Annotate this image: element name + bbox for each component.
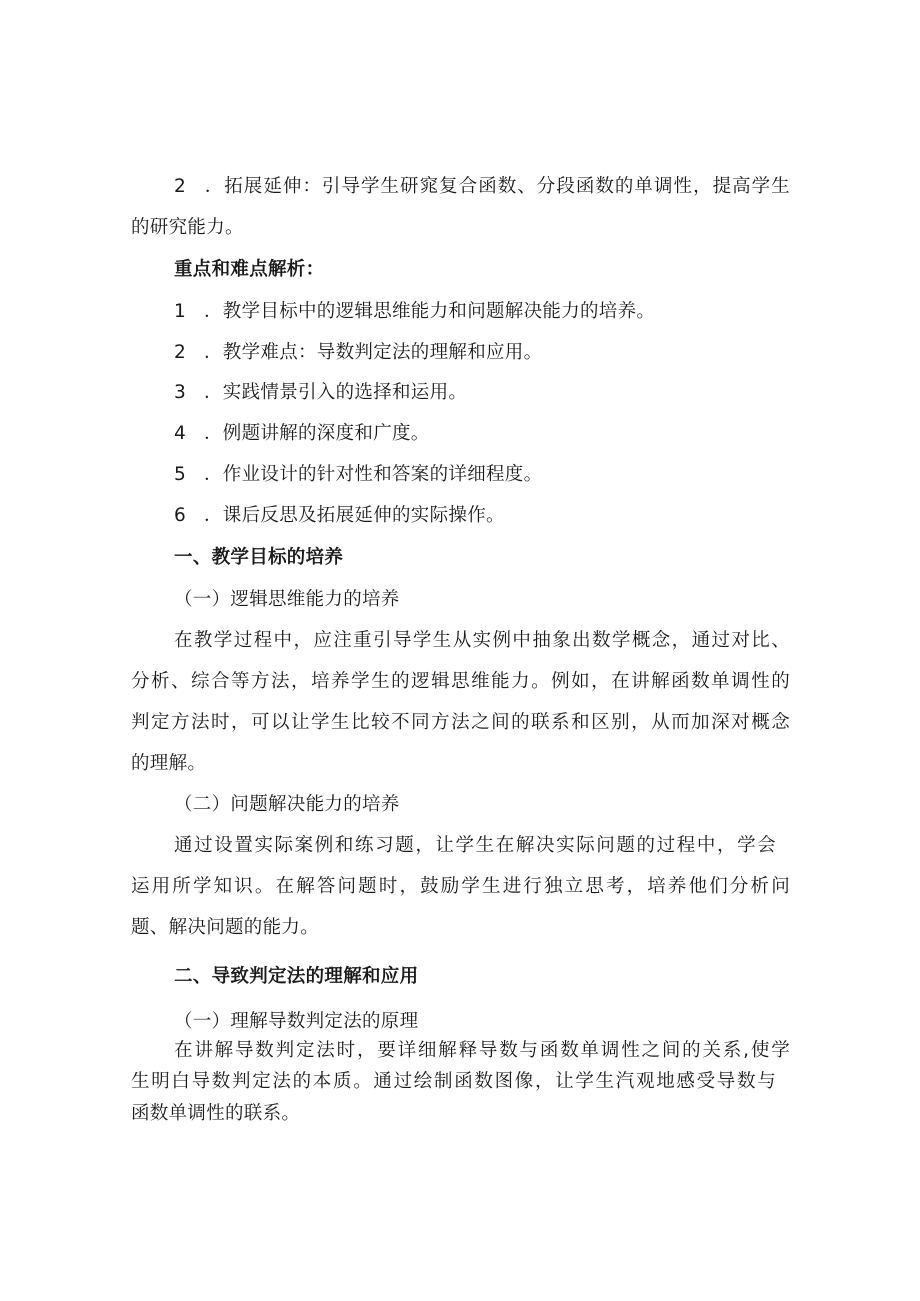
list-item <box>174 503 920 529</box>
paragraph-line: 分析、综合等方法，培养学生的逻辑思维能力。例如，在讲解函数单调性的 <box>131 671 790 692</box>
section-1-heading: 一、教学目标的培养 <box>174 547 344 568</box>
item-text: ．例题讲解的深度和广度。 <box>204 423 430 444</box>
section-2-sub-1-heading: （一）理解导数判定法的原理 <box>174 1011 419 1032</box>
item-number: 2 <box>174 342 187 363</box>
paragraph-line: 判定方法时，可以让学生比较不同方法之间的联系和区别，从而加深对概念 <box>131 712 790 733</box>
item-text: ．课后反思及拓展延伸的实际操作。 <box>204 505 505 526</box>
list-item <box>174 462 920 488</box>
section-2-heading: 二、导致判定法的理解和应用 <box>174 966 419 987</box>
paragraph-line: 通过设置实际案例和练习题，让学生在解决实际问题的过程中，学会 <box>174 835 776 856</box>
paragraph-line: 函数单调性的联系。 <box>131 1103 301 1124</box>
list-item <box>174 340 920 366</box>
item-text: ．作业设计的针对性和答案的详细程度。 <box>204 464 543 485</box>
item-number: 2 <box>174 176 187 197</box>
item-number: 1 <box>174 301 187 322</box>
paragraph-line: 在教学过程中，应注重引导学生从实例中抽象出数学概念，通过对比、 <box>174 630 790 651</box>
list-item <box>174 421 920 447</box>
paragraph-line: 在讲解导数判定法时，要详细解释导数与函数单调性之间的关系,使学 <box>174 1040 790 1061</box>
extension-item-line2: 的研究能力。 <box>131 217 244 238</box>
list-item <box>174 299 920 325</box>
item-number: 3 <box>174 382 187 403</box>
item-text: ．拓展延伸：引导学生研窕复合函数、分段函数的单调性，提高学生 <box>204 176 790 197</box>
item-text: ．教学难点：导数判定法的理解和应用。 <box>204 342 543 363</box>
item-number: 6 <box>174 505 187 526</box>
paragraph-line: 生明白导数判定法的本质。通过绘制函数图像，让学生汽观地感受导数与 <box>131 1071 776 1092</box>
paragraph-line: 运用所学知识。在解答问题时，鼓励学生进行独立思考，培养他们分析问 <box>131 876 790 897</box>
paragraph-line: 题、解决问题的能力。 <box>131 917 320 938</box>
item-text: ．教学目标中的逻辑思维能力和问题解决能力的培养。 <box>204 301 656 322</box>
section-1-sub-1-heading: （一）逻辑思维能力的培养 <box>174 589 400 610</box>
item-number: 5 <box>174 464 187 485</box>
section-1-sub-2-heading: （二）问题解决能力的培养 <box>174 794 400 815</box>
item-text: ．实践情景引入的选择和运用。 <box>204 382 468 403</box>
list-item <box>174 380 920 406</box>
item-number: 4 <box>174 423 187 444</box>
key-points-heading: 重点和难点解析： <box>174 259 325 280</box>
extension-item-line1 <box>174 174 790 200</box>
paragraph-line: 的理解。 <box>131 753 207 774</box>
